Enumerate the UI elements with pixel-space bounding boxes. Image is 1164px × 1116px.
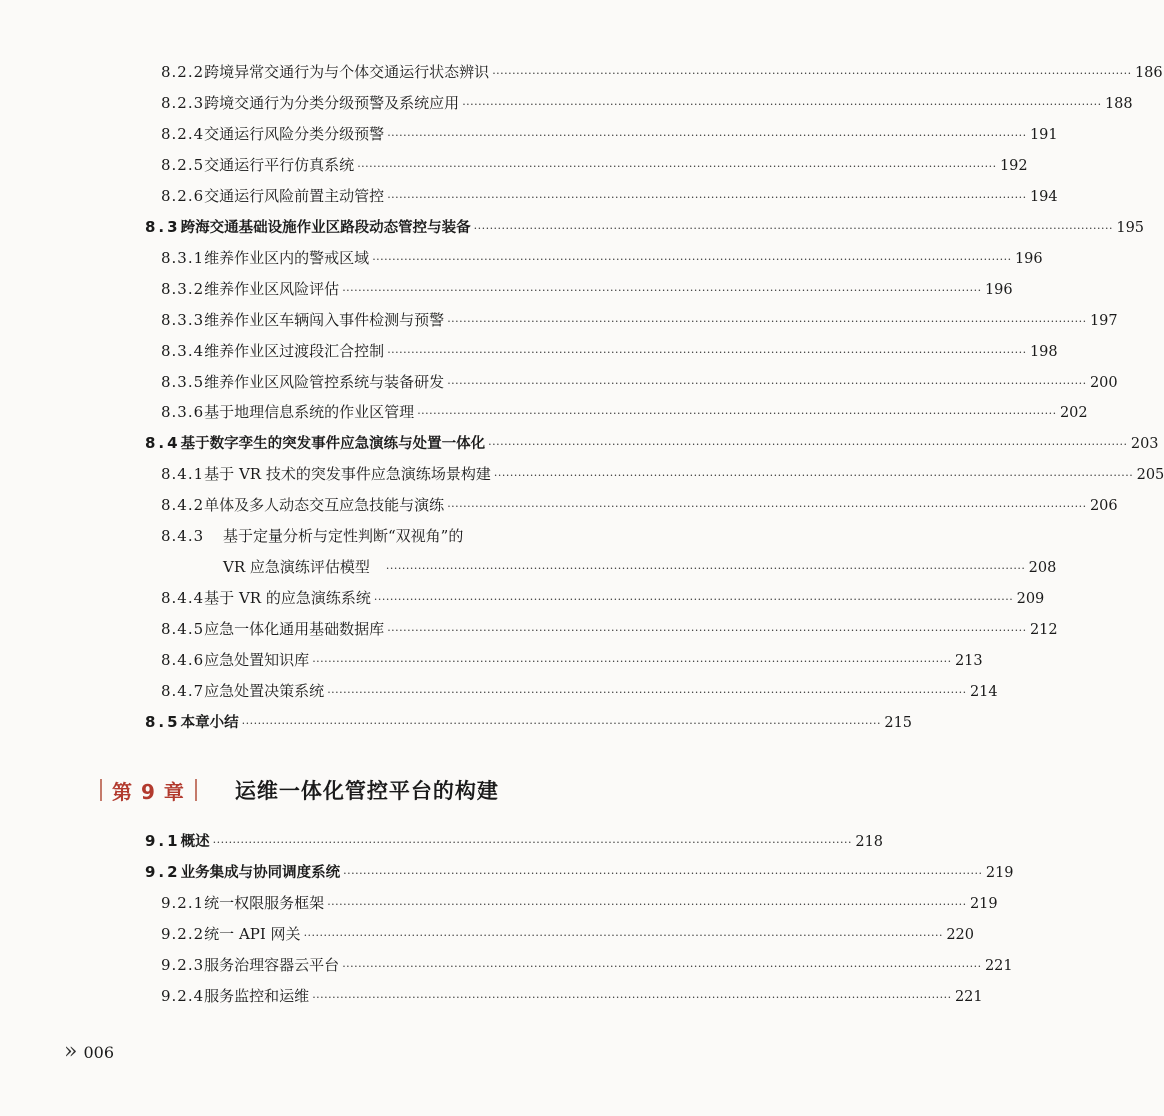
toc-entry-title: 交通运行风险分类分级预警 <box>204 124 385 143</box>
toc-entry <box>145 712 913 734</box>
toc-entry <box>161 62 1163 84</box>
toc-entry-title: 应急处置决策系统 <box>204 682 325 700</box>
toc-entry-title: 业务集成与协同调度系统 <box>180 864 341 881</box>
toc-entry-page: 196 <box>1014 250 1043 267</box>
toc-entry-title: 统一权限服务框架 <box>204 893 325 912</box>
toc-entry-number: 8.3.2 <box>161 279 205 298</box>
toc-entry-number: 8.2.4 <box>161 124 205 143</box>
toc-entry-title: 维养作业区过渡段汇合控制 <box>204 341 385 360</box>
toc-entry-number: 8.3.3 <box>161 310 205 329</box>
leader-dots: ································································································································································ <box>385 562 1026 576</box>
toc-entry-number: 9.2.3 <box>161 955 205 974</box>
toc-entry-title: 基于 VR 技术的突发事件应急演练场景构建 <box>204 465 491 484</box>
toc-entry-number: 8.3.6 <box>161 403 205 422</box>
toc-entry-title: 跨境交通行为分类分级预警及系统应用 <box>204 93 460 112</box>
toc-entry <box>161 186 1058 208</box>
leader-dots: ································································································································································ <box>327 897 967 911</box>
toc-entry-title: 概述 <box>180 834 210 850</box>
toc-entry-number: 8.2.2 <box>161 63 205 81</box>
leader-dots: ································································································································································ <box>387 128 1027 142</box>
toc-entry-number: 8.3.5 <box>161 372 205 391</box>
toc-entry <box>161 464 1164 486</box>
leader-dots: ································································································································································ <box>473 221 1114 235</box>
toc-entry-page: 219 <box>969 895 998 912</box>
toc-entry <box>161 588 1045 610</box>
toc-entry-page: 218 <box>855 834 884 850</box>
leader-dots: ································································································································································ <box>417 407 1057 421</box>
leader-dots: ································································································································································ <box>342 959 982 973</box>
toc-entry <box>161 279 1013 301</box>
toc-entry <box>145 217 1145 239</box>
toc-entry-page: 209 <box>1016 591 1045 608</box>
toc-entry <box>161 495 1118 517</box>
toc-entry-page: 192 <box>999 157 1028 174</box>
leader-dots: ································································································································································ <box>372 252 1012 266</box>
toc-entry-page: 200 <box>1089 374 1118 391</box>
toc-entry-title: 基于地理信息系统的作业区管理 <box>204 403 415 422</box>
leader-dots: ································································································································································ <box>387 190 1027 204</box>
leader-dots: ································································································································································ <box>387 624 1027 638</box>
toc-entry-number: 8.4.5 <box>161 620 205 639</box>
toc-entry-number: 9.2.2 <box>161 924 205 943</box>
toc-entry-title: VR 应急演练评估模型 <box>223 558 370 577</box>
leader-dots: ································································································································································ <box>447 314 1087 328</box>
leader-dots: ································································································································································ <box>241 716 882 730</box>
toc-entry <box>161 619 1058 641</box>
toc-entry-number: 8.3 <box>145 217 181 236</box>
toc-entry-title: 维养作业区车辆闯入事件检测与预警 <box>204 310 445 329</box>
toc-entry <box>161 681 998 703</box>
toc-entry <box>161 248 1043 270</box>
leader-dots: ································································································································································ <box>447 500 1087 514</box>
toc-entry-title: 单体及多人动态交互应急技能与演练 <box>204 496 445 515</box>
double-chevron-icon: » <box>64 1039 78 1064</box>
leader-dots: ································································································································································ <box>373 593 1014 607</box>
toc-entry-page: 221 <box>984 957 1013 974</box>
toc-entry-number: 8.4.4 <box>161 589 205 608</box>
toc-entry-page: 215 <box>884 714 913 731</box>
toc-entry-continuation <box>223 557 1057 579</box>
toc-entry-number: 8.3.4 <box>161 341 205 360</box>
leader-dots: ································································································································································ <box>493 469 1134 483</box>
toc-entry-number: 9.1 <box>145 832 181 850</box>
toc-entry-number: 8.5 <box>145 712 181 731</box>
toc-entry-number: 9.2 <box>145 862 181 881</box>
toc-entry-page: 198 <box>1029 343 1058 360</box>
leader-dots: ································································································································································ <box>312 990 952 1004</box>
toc-entry <box>145 831 884 853</box>
toc-entry <box>145 862 1014 884</box>
toc-entry <box>161 955 1013 977</box>
leader-dots: ································································································································································ <box>387 345 1027 359</box>
toc-entry <box>161 341 1058 363</box>
toc-entry-page: 208 <box>1028 560 1057 577</box>
toc-entry-number: 8.2.5 <box>161 155 205 174</box>
page-number: 006 <box>83 1042 115 1062</box>
toc-entry-title: 交通运行平行仿真系统 <box>204 155 355 174</box>
chapter-label: 第 9 章 <box>112 779 185 804</box>
toc-entry-page: 202 <box>1059 405 1088 422</box>
toc-entry-title: 应急处置知识库 <box>204 651 310 670</box>
toc-entry-page: 206 <box>1089 498 1118 515</box>
leader-dots: ································································································································································ <box>212 836 853 849</box>
toc-entry-page: 196 <box>984 281 1013 298</box>
leader-dots: ································································································································································ <box>357 159 997 173</box>
toc-entry <box>161 924 975 946</box>
toc-entry-page: 188 <box>1104 95 1133 112</box>
toc-entry-number: 8.2.3 <box>161 93 205 112</box>
toc-entry-title: 服务监控和运维 <box>204 986 310 1005</box>
toc-entry-page: 203 <box>1130 436 1159 453</box>
toc-entry <box>161 526 702 546</box>
toc-entry <box>161 310 1118 332</box>
toc-entry-number: 8.4 <box>145 434 181 453</box>
toc-entry-number: 9.2.4 <box>161 986 205 1005</box>
toc-entry-page: 194 <box>1029 188 1058 205</box>
toc-entry-page: 220 <box>946 926 975 943</box>
leader-dots: ································································································································································ <box>303 928 944 942</box>
toc-entry-title: 交通运行风险前置主动管控 <box>204 186 385 205</box>
toc-entry-page: 221 <box>954 988 983 1005</box>
toc-entry <box>161 155 1028 177</box>
leader-dots: ································································································································································ <box>327 686 967 699</box>
chapter-bar-left <box>100 779 102 801</box>
toc-entry-title: 基于定量分析与定性判断“双视角”的 <box>223 527 464 546</box>
toc-entry-title: 维养作业区风险评估 <box>204 279 340 298</box>
toc-entry-title: 应急一体化通用基础数据库 <box>204 620 385 639</box>
toc-entry-number: 8.3.1 <box>161 248 205 267</box>
toc-entry-title: 跨海交通基础设施作业区路段动态管控与装备 <box>180 219 471 236</box>
toc-entry-title: 维养作业区内的警戒区域 <box>204 248 370 267</box>
leader-dots: ································································································································································ <box>343 866 983 880</box>
toc-entry-title: 基于数字孪生的突发事件应急演练与处置一体化 <box>180 436 486 453</box>
toc-entry-page: 197 <box>1089 312 1118 329</box>
toc-entry <box>161 124 1058 146</box>
toc-entry-page: 205 <box>1136 467 1164 484</box>
toc-entry-number: 8.4.3 <box>161 527 205 546</box>
toc-entry <box>161 93 1133 115</box>
toc-entry-title: 维养作业区风险管控系统与装备研发 <box>204 372 445 391</box>
toc-entry <box>161 372 1118 394</box>
leader-dots: ································································································································································ <box>492 67 1132 80</box>
toc-entry-title: 服务治理容器云平台 <box>204 955 340 974</box>
toc-entry-title: 基于 VR 的应急演练系统 <box>204 589 371 608</box>
leader-dots: ································································································································································ <box>312 655 952 669</box>
toc-entry-title: 统一 API 网关 <box>204 924 301 943</box>
toc-entry-title: 跨境异常交通行为与个体交通运行状态辨识 <box>204 63 490 81</box>
leader-dots: ································································································································································ <box>342 283 982 297</box>
page-footer <box>64 1039 115 1064</box>
toc-entry-title: 本章小结 <box>180 714 239 731</box>
toc-entry-number: 8.4.6 <box>161 651 205 670</box>
toc-entry <box>161 986 983 1008</box>
toc-entry-number: 8.2.6 <box>161 186 205 205</box>
chapter-title: 运维一体化管控平台的构建 <box>234 779 499 803</box>
toc-entry <box>161 402 1088 424</box>
toc-entry <box>145 433 1159 455</box>
toc-entry-page: 213 <box>954 653 983 670</box>
toc-entry-number: 8.4.7 <box>161 682 205 700</box>
toc-entry-page: 186 <box>1134 65 1163 81</box>
toc-entry-page: 219 <box>985 864 1014 881</box>
chapter-heading <box>100 776 499 804</box>
leader-dots: ································································································································································ <box>488 438 1128 452</box>
chapter-bar-right <box>195 779 197 801</box>
toc-entry-number: 8.4.1 <box>161 465 205 484</box>
toc-entry <box>161 893 998 915</box>
toc-entry-page: 212 <box>1029 622 1058 639</box>
toc-entry-number: 9.2.1 <box>161 893 205 912</box>
leader-dots: ································································································································································ <box>462 97 1102 111</box>
leader-dots: ································································································································································ <box>447 376 1087 390</box>
toc-entry <box>161 650 983 672</box>
toc-entry-page: 195 <box>1116 219 1145 236</box>
toc-entry-page: 191 <box>1029 126 1058 143</box>
toc-entry-page: 214 <box>969 684 998 700</box>
toc-entry-number: 8.4.2 <box>161 496 205 515</box>
